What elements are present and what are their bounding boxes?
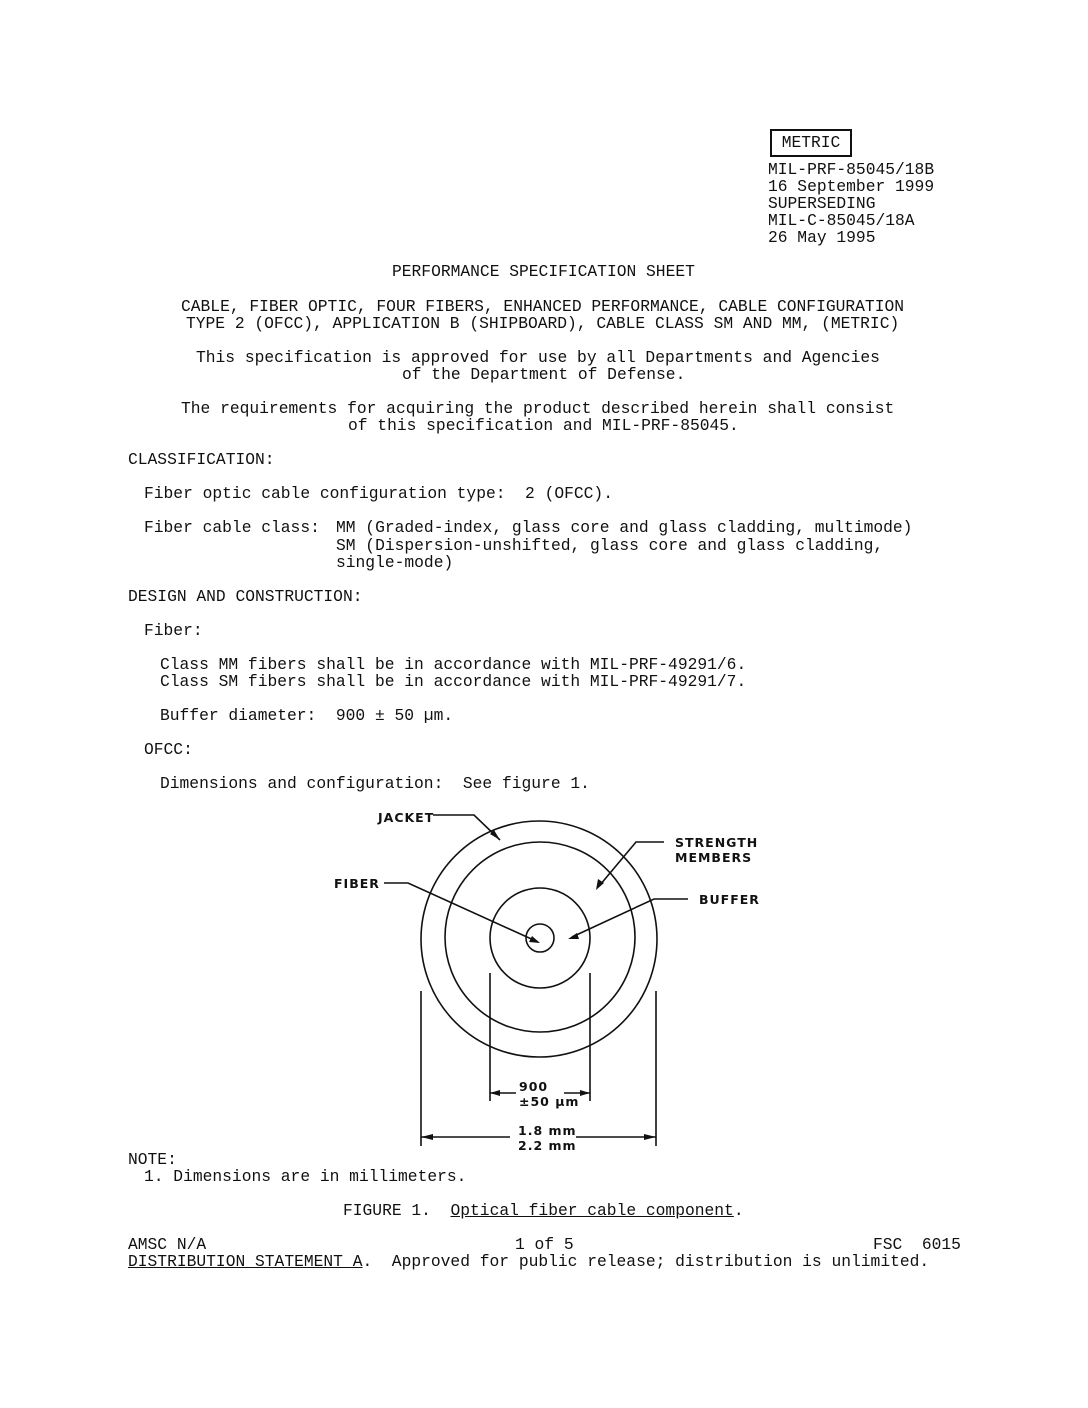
approval-line-1: This specification is approved for use by all Departments and Agencies [196, 348, 880, 367]
approval-line-2: of the Department of Defense. [402, 365, 686, 384]
strength-leader [600, 842, 664, 885]
buffer-diameter: Buffer diameter: 900 ± 50 µm. [160, 706, 454, 725]
caption-end: . [733, 1201, 744, 1220]
fiber-mm: Class MM fibers shall be in accordance with MIL-PRF-49291/6. [160, 655, 747, 674]
class-label: Fiber cable class: [144, 518, 320, 537]
dim-buffer-1: 900 [519, 1079, 549, 1094]
title-line-2: TYPE 2 (OFCC), APPLICATION B (SHIPBOARD), CABLE CLASS SM AND MM, (METRIC) [186, 314, 900, 333]
dimensions-text: Dimensions and configuration: See figure 1. [160, 774, 590, 793]
note-item-1: 1. Dimensions are in millimeters. [144, 1167, 467, 1186]
ofcc-heading: OFCC: [144, 740, 193, 759]
fiber-leader [384, 883, 538, 942]
fiber-heading: Fiber: [144, 621, 203, 640]
dim-buffer-2: ±50 µm [519, 1094, 580, 1109]
classification-heading: CLASSIFICATION: [128, 450, 275, 469]
distribution-statement [128, 1253, 929, 1271]
metric-badge: METRIC [770, 129, 852, 157]
dim-outer: 2.2 mm [518, 1138, 577, 1153]
jacket-circle [421, 821, 657, 1057]
requirements-line-1: The requirements for acquiring the product described herein shall consist [181, 399, 895, 418]
title-line-1: CABLE, FIBER OPTIC, FOUR FIBERS, ENHANCED PERFORMANCE, CABLE CONFIGURATION [181, 297, 905, 316]
label-strength-1: STRENGTH [675, 835, 759, 850]
dim-inner: 1.8 mm [518, 1123, 577, 1138]
requirements-line-2: of this specification and MIL-PRF-85045. [348, 416, 739, 435]
superseded-date: 26 May 1995 [768, 228, 876, 247]
jacket-leader [433, 815, 500, 840]
label-fiber: FIBER [334, 876, 380, 891]
superseding-label: SUPERSEDING [768, 194, 876, 213]
amsc: AMSC N/A [128, 1235, 207, 1254]
superseded-doc: MIL-C-85045/18A [768, 211, 915, 230]
distribution-label: DISTRIBUTION STATEMENT A [128, 1252, 363, 1271]
design-heading: DESIGN AND CONSTRUCTION: [128, 587, 363, 606]
label-strength-2: MEMBERS [675, 850, 753, 865]
class-sm-1: SM (Dispersion-unshifted, glass core and glass cladding, [336, 536, 884, 555]
fsc: FSC 6015 [873, 1235, 961, 1254]
sheet-type: PERFORMANCE SPECIFICATION SHEET [392, 262, 695, 281]
label-jacket: JACKET [378, 810, 435, 825]
fiber-sm: Class SM fibers shall be in accordance with MIL-PRF-49291/7. [160, 672, 747, 691]
label-buffer: BUFFER [699, 892, 760, 907]
class-sm-2: single-mode) [336, 553, 454, 572]
distribution-text: . Approved for public release; distribution is unlimited. [362, 1252, 930, 1271]
caption-prefix: FIGURE 1. [343, 1201, 431, 1220]
note-heading: NOTE: [128, 1150, 177, 1169]
page-number: 1 of 5 [515, 1235, 574, 1254]
caption-title: Optical fiber cable component [450, 1201, 734, 1220]
doc-number: MIL-PRF-85045/18B [768, 160, 935, 179]
doc-date: 16 September 1999 [768, 177, 935, 196]
figure-caption [343, 1202, 744, 1220]
strength-members-circle [445, 842, 635, 1032]
class-mm: MM (Graded-index, glass core and glass cladding, multimode) [336, 518, 913, 537]
config-type: Fiber optic cable configuration type: 2 (OFCC). [144, 484, 613, 503]
